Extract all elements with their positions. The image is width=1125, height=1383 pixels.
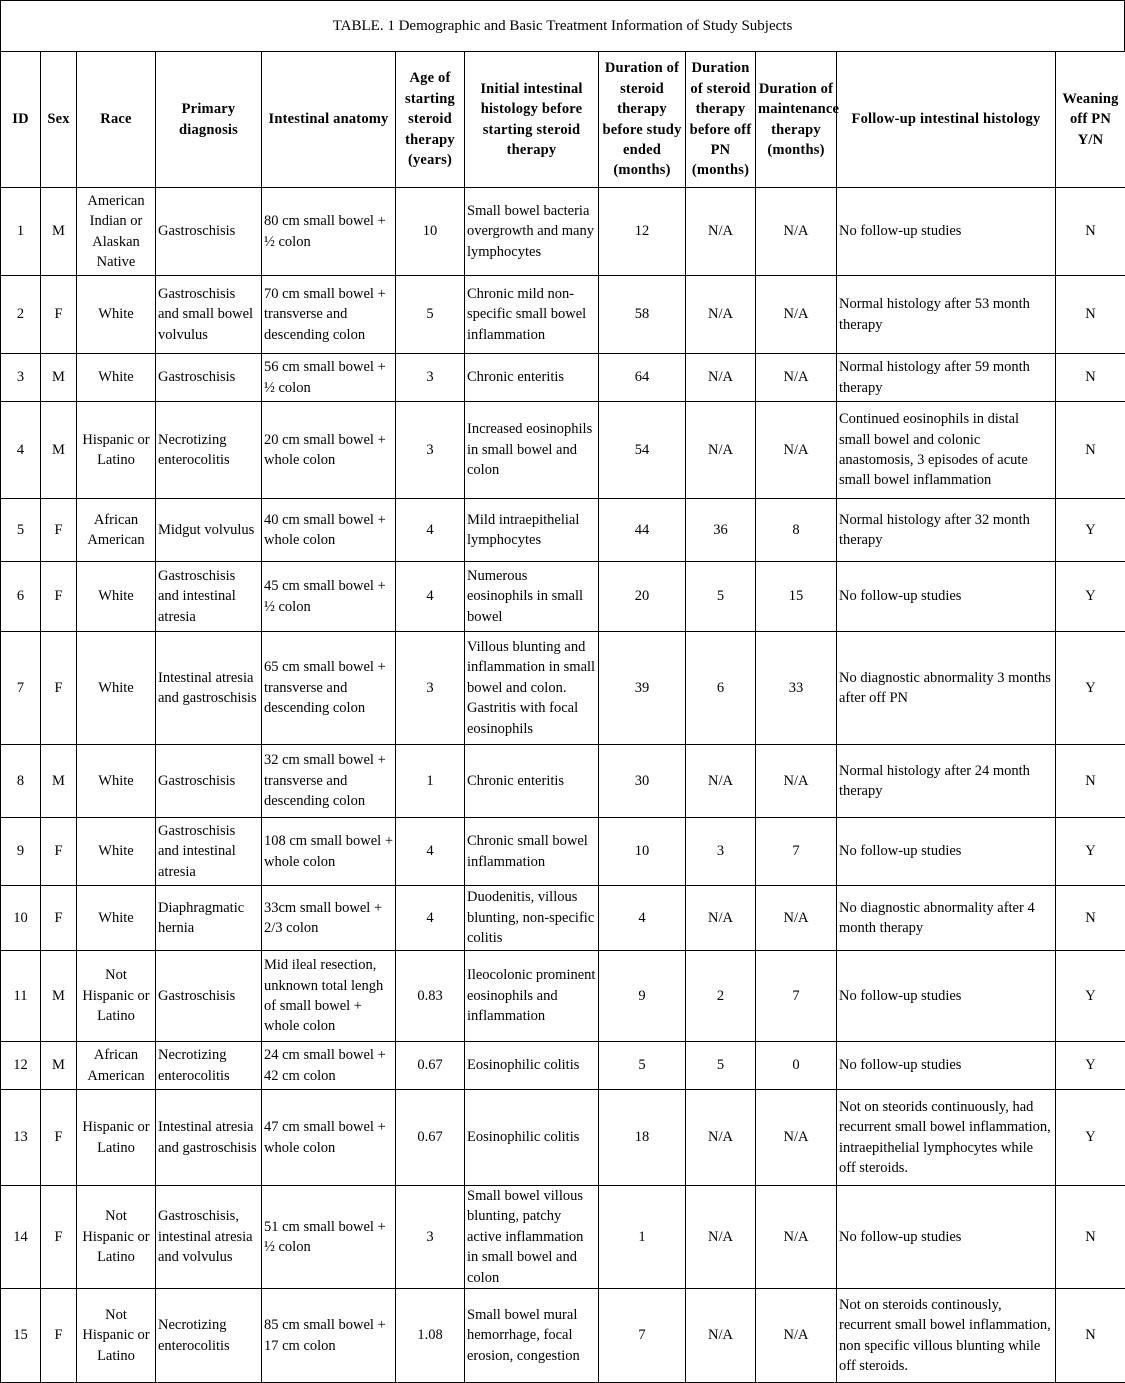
- cell-follow-up-histology: No diagnostic abnormality 3 months after off PN: [837, 632, 1056, 745]
- cell-initial-histology: Small bowel bacteria overgrowth and many lymphocytes: [465, 188, 599, 276]
- cell-id: 3: [1, 354, 41, 402]
- cell-intestinal-anatomy: 51 cm small bowel + ½ colon: [262, 1186, 396, 1289]
- table-row: [1, 1042, 1125, 1090]
- cell-primary-diagnosis: Gastroschisis and small bowel volvulus: [156, 276, 262, 354]
- cell-duration-maintenance: N/A: [756, 745, 837, 818]
- cell-duration-maintenance: 15: [756, 562, 837, 632]
- cell-initial-histology: Increased eosinophils in small bowel and colon: [465, 402, 599, 499]
- cell-duration-maintenance: N/A: [756, 354, 837, 402]
- cell-duration-before-study-ended: 58: [599, 276, 686, 354]
- cell-primary-diagnosis: Gastroschisis, intestinal atresia and volvulus: [156, 1186, 262, 1289]
- cell-age-starting-steroid: 4: [396, 818, 465, 886]
- cell-weaning-off-pn: Y: [1056, 562, 1125, 632]
- cell-id: 9: [1, 818, 41, 886]
- cell-duration-before-off-pn: N/A: [686, 188, 756, 276]
- cell-id: 2: [1, 276, 41, 354]
- cell-sex: F: [41, 818, 77, 886]
- header-duration-before-study-ended: Duration of steroid therapy before study ended (months): [599, 52, 686, 188]
- table-row: [1, 1090, 1125, 1186]
- cell-age-starting-steroid: 4: [396, 499, 465, 562]
- cell-duration-maintenance: N/A: [756, 1090, 837, 1186]
- table-header-row: [1, 52, 1125, 188]
- cell-follow-up-histology: Normal histology after 24 month therapy: [837, 745, 1056, 818]
- cell-primary-diagnosis: Gastroschisis: [156, 951, 262, 1042]
- cell-follow-up-histology: No diagnostic abnormality after 4 month therapy: [837, 886, 1056, 951]
- cell-race: Not Hispanic or Latino: [77, 951, 156, 1042]
- cell-duration-before-study-ended: 4: [599, 886, 686, 951]
- cell-duration-before-off-pn: N/A: [686, 1289, 756, 1383]
- cell-primary-diagnosis: Necrotizing enterocolitis: [156, 1289, 262, 1383]
- table-row: [1, 562, 1125, 632]
- table-body: [1, 188, 1125, 1383]
- cell-intestinal-anatomy: 65 cm small bowel + transverse and descending colon: [262, 632, 396, 745]
- cell-duration-maintenance: N/A: [756, 276, 837, 354]
- cell-race: White: [77, 354, 156, 402]
- cell-primary-diagnosis: Intestinal atresia and gastroschisis: [156, 1090, 262, 1186]
- cell-initial-histology: Ileocolonic prominent eosinophils and inflammation: [465, 951, 599, 1042]
- header-intestinal-anatomy: Intestinal anatomy: [262, 52, 396, 188]
- cell-intestinal-anatomy: Mid ileal resection, unknown total lengh of small bowel + whole colon: [262, 951, 396, 1042]
- cell-sex: M: [41, 951, 77, 1042]
- cell-sex: F: [41, 276, 77, 354]
- cell-initial-histology: Small bowel villous blunting, patchy active inflammation in small bowel and colon: [465, 1186, 599, 1289]
- table-row: [1, 402, 1125, 499]
- cell-weaning-off-pn: N: [1056, 1289, 1125, 1383]
- cell-race: African American: [77, 499, 156, 562]
- cell-follow-up-histology: Not on steroids continously, recurrent small bowel inflammation, non specific villous blunting while off steroids.: [837, 1289, 1056, 1383]
- cell-id: 4: [1, 402, 41, 499]
- cell-duration-before-off-pn: 6: [686, 632, 756, 745]
- cell-weaning-off-pn: Y: [1056, 951, 1125, 1042]
- cell-initial-histology: Villous blunting and inflammation in small bowel and colon. Gastritis with focal eosinophils: [465, 632, 599, 745]
- cell-intestinal-anatomy: 47 cm small bowel + whole colon: [262, 1090, 396, 1186]
- header-race: Race: [77, 52, 156, 188]
- cell-duration-before-study-ended: 12: [599, 188, 686, 276]
- cell-age-starting-steroid: 3: [396, 1186, 465, 1289]
- cell-intestinal-anatomy: 24 cm small bowel + 42 cm colon: [262, 1042, 396, 1090]
- cell-sex: M: [41, 402, 77, 499]
- cell-sex: F: [41, 886, 77, 951]
- cell-duration-before-study-ended: 10: [599, 818, 686, 886]
- cell-id: 12: [1, 1042, 41, 1090]
- cell-weaning-off-pn: Y: [1056, 1042, 1125, 1090]
- cell-duration-before-study-ended: 44: [599, 499, 686, 562]
- cell-duration-maintenance: N/A: [756, 1186, 837, 1289]
- cell-race: White: [77, 886, 156, 951]
- cell-initial-histology: Mild intraepithelial lymphocytes: [465, 499, 599, 562]
- table-row: [1, 1289, 1125, 1383]
- cell-duration-before-study-ended: 54: [599, 402, 686, 499]
- cell-duration-before-off-pn: N/A: [686, 354, 756, 402]
- cell-weaning-off-pn: Y: [1056, 499, 1125, 562]
- table-row: [1, 499, 1125, 562]
- cell-age-starting-steroid: 10: [396, 188, 465, 276]
- cell-duration-before-study-ended: 30: [599, 745, 686, 818]
- cell-intestinal-anatomy: 80 cm small bowel + ½ colon: [262, 188, 396, 276]
- cell-duration-maintenance: N/A: [756, 1289, 837, 1383]
- cell-age-starting-steroid: 3: [396, 402, 465, 499]
- cell-age-starting-steroid: 3: [396, 354, 465, 402]
- cell-follow-up-histology: No follow-up studies: [837, 951, 1056, 1042]
- header-sex: Sex: [41, 52, 77, 188]
- cell-sex: F: [41, 1186, 77, 1289]
- cell-weaning-off-pn: Y: [1056, 818, 1125, 886]
- cell-primary-diagnosis: Intestinal atresia and gastroschisis: [156, 632, 262, 745]
- header-follow-up-histology: Follow-up intestinal histology: [837, 52, 1056, 188]
- cell-id: 7: [1, 632, 41, 745]
- cell-race: White: [77, 276, 156, 354]
- cell-duration-maintenance: 7: [756, 951, 837, 1042]
- cell-follow-up-histology: Normal histology after 53 month therapy: [837, 276, 1056, 354]
- cell-duration-maintenance: 8: [756, 499, 837, 562]
- cell-sex: F: [41, 632, 77, 745]
- cell-duration-before-study-ended: 64: [599, 354, 686, 402]
- cell-sex: F: [41, 562, 77, 632]
- cell-follow-up-histology: No follow-up studies: [837, 188, 1056, 276]
- cell-age-starting-steroid: 4: [396, 886, 465, 951]
- cell-primary-diagnosis: Gastroschisis and intestinal atresia: [156, 562, 262, 632]
- cell-duration-before-off-pn: 2: [686, 951, 756, 1042]
- cell-weaning-off-pn: N: [1056, 745, 1125, 818]
- cell-duration-before-off-pn: N/A: [686, 402, 756, 499]
- cell-race: American Indian or Alaskan Native: [77, 188, 156, 276]
- table-caption: TABLE. 1 Demographic and Basic Treatment Information of Study Subjects: [0, 0, 1125, 51]
- cell-race: White: [77, 632, 156, 745]
- cell-age-starting-steroid: 5: [396, 276, 465, 354]
- cell-age-starting-steroid: 0.67: [396, 1042, 465, 1090]
- cell-weaning-off-pn: N: [1056, 188, 1125, 276]
- table-row: [1, 276, 1125, 354]
- cell-primary-diagnosis: Gastroschisis: [156, 188, 262, 276]
- cell-duration-before-off-pn: N/A: [686, 886, 756, 951]
- cell-primary-diagnosis: Gastroschisis: [156, 745, 262, 818]
- cell-duration-before-study-ended: 18: [599, 1090, 686, 1186]
- cell-primary-diagnosis: Necrotizing enterocolitis: [156, 402, 262, 499]
- cell-id: 1: [1, 188, 41, 276]
- cell-intestinal-anatomy: 56 cm small bowel + ½ colon: [262, 354, 396, 402]
- cell-follow-up-histology: Normal histology after 32 month therapy: [837, 499, 1056, 562]
- table-row: [1, 951, 1125, 1042]
- cell-duration-before-study-ended: 1: [599, 1186, 686, 1289]
- header-id: ID: [1, 52, 41, 188]
- header-weaning-off-pn: Weaning off PN Y/N: [1056, 52, 1125, 188]
- table-row: [1, 886, 1125, 951]
- cell-intestinal-anatomy: 85 cm small bowel + 17 cm colon: [262, 1289, 396, 1383]
- cell-id: 5: [1, 499, 41, 562]
- cell-weaning-off-pn: N: [1056, 1186, 1125, 1289]
- cell-id: 14: [1, 1186, 41, 1289]
- header-initial-histology: Initial intestinal histology before starting steroid therapy: [465, 52, 599, 188]
- cell-id: 15: [1, 1289, 41, 1383]
- table-row: [1, 188, 1125, 276]
- cell-id: 6: [1, 562, 41, 632]
- cell-intestinal-anatomy: 20 cm small bowel + whole colon: [262, 402, 396, 499]
- cell-follow-up-histology: Continued eosinophils in distal small bowel and colonic anastomosis, 3 episodes of acute small bowel inflammation: [837, 402, 1056, 499]
- cell-primary-diagnosis: Midgut volvulus: [156, 499, 262, 562]
- cell-sex: M: [41, 354, 77, 402]
- cell-sex: M: [41, 1042, 77, 1090]
- table-row: [1, 1186, 1125, 1289]
- cell-age-starting-steroid: 3: [396, 632, 465, 745]
- cell-intestinal-anatomy: 32 cm small bowel + transverse and descending colon: [262, 745, 396, 818]
- cell-weaning-off-pn: N: [1056, 276, 1125, 354]
- cell-weaning-off-pn: N: [1056, 354, 1125, 402]
- cell-initial-histology: Small bowel mural hemorrhage, focal erosion, congestion: [465, 1289, 599, 1383]
- cell-duration-before-off-pn: 36: [686, 499, 756, 562]
- cell-initial-histology: Chronic mild non-specific small bowel inflammation: [465, 276, 599, 354]
- cell-duration-maintenance: 0: [756, 1042, 837, 1090]
- cell-duration-before-study-ended: 5: [599, 1042, 686, 1090]
- cell-id: 13: [1, 1090, 41, 1186]
- cell-intestinal-anatomy: 108 cm small bowel + whole colon: [262, 818, 396, 886]
- cell-sex: M: [41, 188, 77, 276]
- cell-duration-maintenance: 33: [756, 632, 837, 745]
- cell-race: White: [77, 562, 156, 632]
- subjects-table: [0, 51, 1125, 1383]
- cell-initial-histology: Chronic enteritis: [465, 745, 599, 818]
- cell-sex: F: [41, 499, 77, 562]
- cell-duration-before-off-pn: N/A: [686, 745, 756, 818]
- cell-duration-before-study-ended: 39: [599, 632, 686, 745]
- cell-duration-before-off-pn: 5: [686, 562, 756, 632]
- table-row: [1, 745, 1125, 818]
- header-duration-before-off-pn: Duration of steroid therapy before off PN (months): [686, 52, 756, 188]
- header-primary-diagnosis: Primary diagnosis: [156, 52, 262, 188]
- cell-follow-up-histology: No follow-up studies: [837, 1186, 1056, 1289]
- cell-weaning-off-pn: N: [1056, 402, 1125, 499]
- table-row: [1, 818, 1125, 886]
- cell-duration-before-off-pn: N/A: [686, 1186, 756, 1289]
- cell-primary-diagnosis: Diaphragmatic hernia: [156, 886, 262, 951]
- cell-age-starting-steroid: 0.67: [396, 1090, 465, 1186]
- cell-primary-diagnosis: Gastroschisis: [156, 354, 262, 402]
- cell-duration-maintenance: N/A: [756, 188, 837, 276]
- cell-follow-up-histology: No follow-up studies: [837, 818, 1056, 886]
- cell-sex: F: [41, 1090, 77, 1186]
- cell-follow-up-histology: Normal histology after 59 month therapy: [837, 354, 1056, 402]
- table-row: [1, 354, 1125, 402]
- cell-primary-diagnosis: Necrotizing enterocolitis: [156, 1042, 262, 1090]
- cell-race: White: [77, 745, 156, 818]
- cell-sex: F: [41, 1289, 77, 1383]
- cell-duration-maintenance: 7: [756, 818, 837, 886]
- cell-initial-histology: Chronic enteritis: [465, 354, 599, 402]
- cell-age-starting-steroid: 0.83: [396, 951, 465, 1042]
- cell-follow-up-histology: Not on steorids continuously, had recurrent small bowel inflammation, intraepithelial lymphocytes while off steroids.: [837, 1090, 1056, 1186]
- cell-age-starting-steroid: 1.08: [396, 1289, 465, 1383]
- cell-duration-before-study-ended: 9: [599, 951, 686, 1042]
- cell-age-starting-steroid: 4: [396, 562, 465, 632]
- cell-duration-before-study-ended: 20: [599, 562, 686, 632]
- cell-duration-before-off-pn: N/A: [686, 1090, 756, 1186]
- cell-age-starting-steroid: 1: [396, 745, 465, 818]
- cell-duration-before-off-pn: 3: [686, 818, 756, 886]
- cell-weaning-off-pn: Y: [1056, 1090, 1125, 1186]
- cell-duration-before-off-pn: N/A: [686, 276, 756, 354]
- cell-follow-up-histology: No follow-up studies: [837, 1042, 1056, 1090]
- cell-initial-histology: Duodenitis, villous blunting, non-specific colitis: [465, 886, 599, 951]
- cell-id: 10: [1, 886, 41, 951]
- cell-id: 11: [1, 951, 41, 1042]
- header-duration-maintenance: Duration of maintenance therapy (months): [756, 52, 837, 188]
- cell-race: African American: [77, 1042, 156, 1090]
- cell-race: Not Hispanic or Latino: [77, 1186, 156, 1289]
- cell-duration-maintenance: N/A: [756, 886, 837, 951]
- cell-weaning-off-pn: N: [1056, 886, 1125, 951]
- cell-race: Hispanic or Latino: [77, 1090, 156, 1186]
- cell-duration-maintenance: N/A: [756, 402, 837, 499]
- cell-weaning-off-pn: Y: [1056, 632, 1125, 745]
- table-row: [1, 632, 1125, 745]
- cell-sex: M: [41, 745, 77, 818]
- cell-initial-histology: Eosinophilic colitis: [465, 1090, 599, 1186]
- header-age-starting-steroid: Age of starting steroid therapy (years): [396, 52, 465, 188]
- cell-follow-up-histology: No follow-up studies: [837, 562, 1056, 632]
- cell-intestinal-anatomy: 70 cm small bowel + transverse and descending colon: [262, 276, 396, 354]
- cell-intestinal-anatomy: 40 cm small bowel + whole colon: [262, 499, 396, 562]
- cell-race: Hispanic or Latino: [77, 402, 156, 499]
- cell-race: White: [77, 818, 156, 886]
- cell-primary-diagnosis: Gastroschisis and intestinal atresia: [156, 818, 262, 886]
- cell-initial-histology: Chronic small bowel inflammation: [465, 818, 599, 886]
- cell-intestinal-anatomy: 33cm small bowel + 2/3 colon: [262, 886, 396, 951]
- cell-duration-before-study-ended: 7: [599, 1289, 686, 1383]
- cell-race: Not Hispanic or Latino: [77, 1289, 156, 1383]
- cell-intestinal-anatomy: 45 cm small bowel + ½ colon: [262, 562, 396, 632]
- cell-id: 8: [1, 745, 41, 818]
- cell-initial-histology: Numerous eosinophils in small bowel: [465, 562, 599, 632]
- cell-initial-histology: Eosinophilic colitis: [465, 1042, 599, 1090]
- cell-duration-before-off-pn: 5: [686, 1042, 756, 1090]
